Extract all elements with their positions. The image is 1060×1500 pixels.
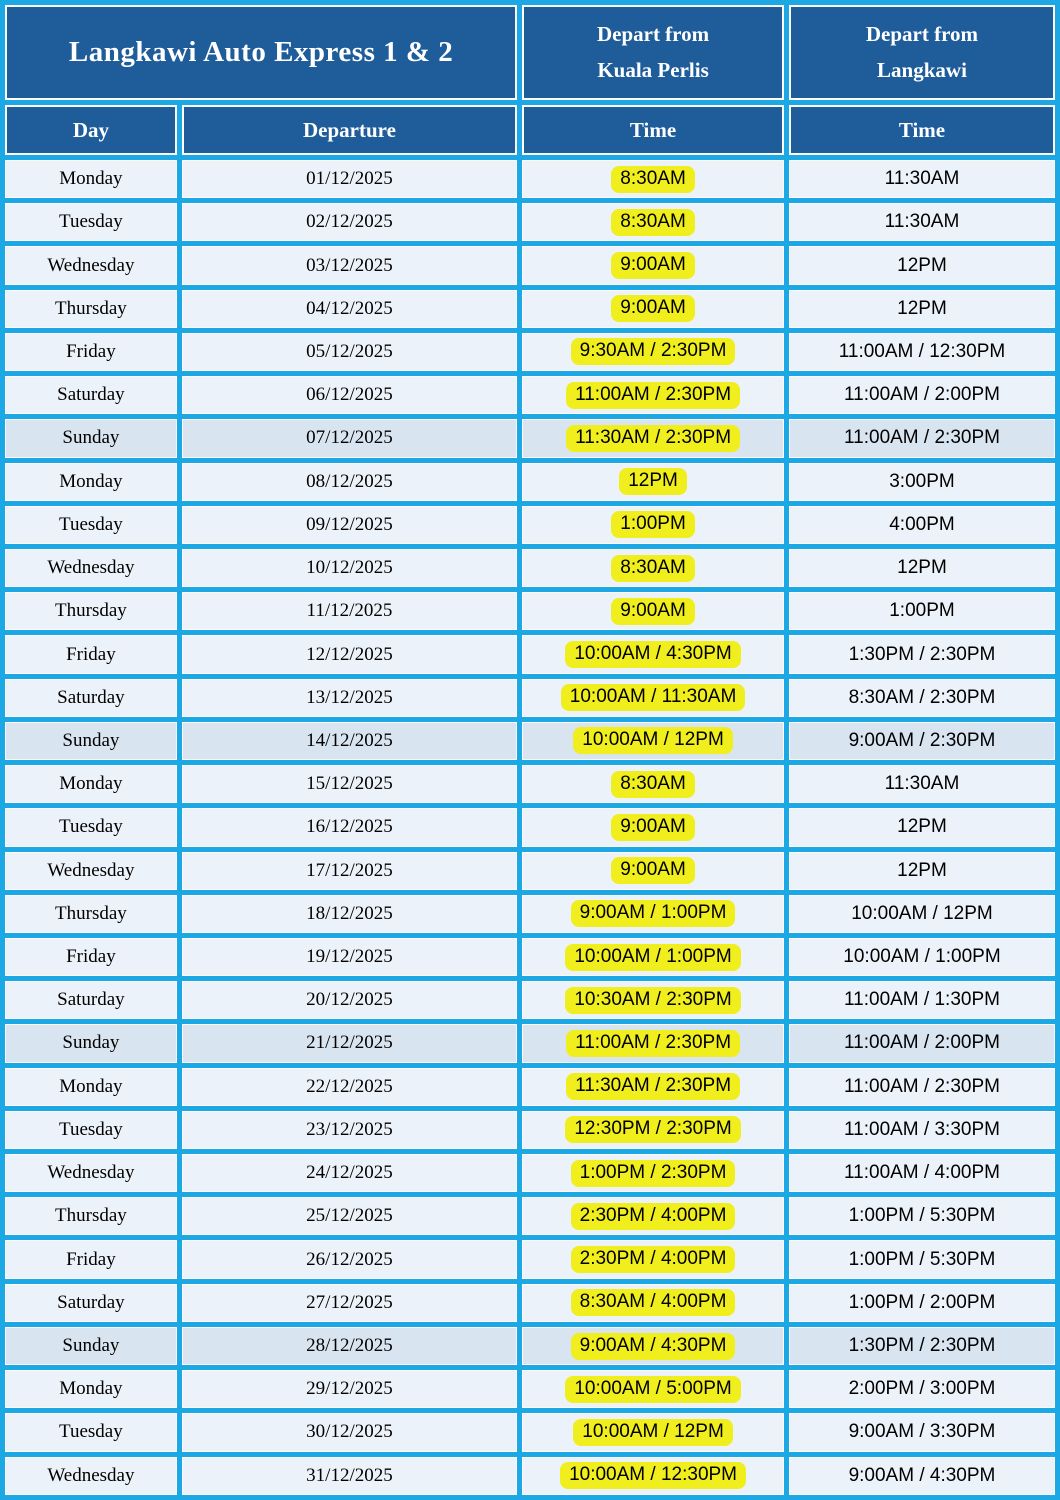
date-cell: 06/12/2025: [182, 376, 517, 414]
highlighted-time: 11:00AM / 2:30PM: [566, 1030, 740, 1057]
kp-time-cell: [522, 1284, 784, 1322]
kp-time-cell: [522, 765, 784, 803]
date-cell: 17/12/2025: [182, 852, 517, 890]
header-depart-langkawi: [789, 5, 1055, 100]
day-cell: Thursday: [5, 592, 177, 630]
kp-time-cell: [522, 1413, 784, 1451]
kp-time-cell: [522, 1024, 784, 1062]
table-row: [5, 203, 1055, 241]
kp-time-cell: [522, 679, 784, 717]
kp-time-cell: [522, 549, 784, 587]
day-cell: Monday: [5, 765, 177, 803]
lk-time-cell: 3:00PM: [789, 463, 1055, 501]
kp-time-cell: [522, 808, 784, 846]
lk-time-cell: 11:00AM / 2:30PM: [789, 1068, 1055, 1106]
date-cell: 29/12/2025: [182, 1370, 517, 1408]
column-header-time-langkawi: Time: [789, 105, 1055, 155]
lk-time-cell: 11:00AM / 12:30PM: [789, 333, 1055, 371]
lk-time-cell: 11:30AM: [789, 765, 1055, 803]
table-row: [5, 1024, 1055, 1062]
lk-time-cell: 12PM: [789, 290, 1055, 328]
table-row: [5, 1111, 1055, 1149]
table-row: [5, 1327, 1055, 1365]
date-cell: 12/12/2025: [182, 635, 517, 673]
kp-time-cell: [522, 1197, 784, 1235]
title-header-row: [5, 5, 1055, 100]
kp-time-cell: [522, 1327, 784, 1365]
date-cell: 20/12/2025: [182, 981, 517, 1019]
lk-time-cell: 9:00AM / 2:30PM: [789, 722, 1055, 760]
highlighted-time: 12:30PM / 2:30PM: [565, 1116, 740, 1143]
kp-time-cell: [522, 333, 784, 371]
day-cell: Tuesday: [5, 203, 177, 241]
lk-time-cell: 1:30PM / 2:30PM: [789, 1327, 1055, 1365]
kp-time-cell: [522, 506, 784, 544]
highlighted-time: 1:00PM: [611, 511, 694, 538]
lk-time-cell: 12PM: [789, 852, 1055, 890]
day-cell: Friday: [5, 635, 177, 673]
date-cell: 07/12/2025: [182, 419, 517, 457]
day-cell: Sunday: [5, 722, 177, 760]
day-cell: Sunday: [5, 1024, 177, 1062]
highlighted-time: 10:00AM / 1:00PM: [565, 944, 740, 971]
column-header-day: Day: [5, 105, 177, 155]
table-row: [5, 635, 1055, 673]
table-row: [5, 549, 1055, 587]
schedule-body: [5, 160, 1055, 1495]
kp-time-cell: [522, 981, 784, 1019]
table-row: [5, 938, 1055, 976]
date-cell: 05/12/2025: [182, 333, 517, 371]
column-header-row: [5, 105, 1055, 155]
table-row: [5, 765, 1055, 803]
highlighted-time: 8:30AM: [611, 771, 694, 798]
day-cell: Thursday: [5, 290, 177, 328]
highlighted-time: 1:00PM / 2:30PM: [571, 1160, 736, 1187]
column-header-time-kp: Time: [522, 105, 784, 155]
date-cell: 28/12/2025: [182, 1327, 517, 1365]
lk-time-cell: 10:00AM / 12PM: [789, 895, 1055, 933]
date-cell: 18/12/2025: [182, 895, 517, 933]
highlighted-time: 11:00AM / 2:30PM: [566, 382, 740, 409]
day-cell: Tuesday: [5, 808, 177, 846]
highlighted-time: 10:00AM / 12PM: [573, 727, 733, 754]
table-row: [5, 1240, 1055, 1278]
date-cell: 11/12/2025: [182, 592, 517, 630]
date-cell: 23/12/2025: [182, 1111, 517, 1149]
highlighted-time: 8:30AM: [611, 555, 694, 582]
table-row: [5, 1413, 1055, 1451]
highlighted-time: 11:30AM / 2:30PM: [566, 1073, 740, 1100]
highlighted-time: 12PM: [619, 468, 687, 495]
day-cell: Wednesday: [5, 549, 177, 587]
date-cell: 31/12/2025: [182, 1457, 517, 1495]
date-cell: 14/12/2025: [182, 722, 517, 760]
highlighted-time: 10:00AM / 12PM: [573, 1419, 733, 1446]
table-title: Langkawi Auto Express 1 & 2: [5, 5, 517, 100]
date-cell: 08/12/2025: [182, 463, 517, 501]
depart-from-label: Depart from: [596, 21, 710, 46]
lk-time-cell: 4:00PM: [789, 506, 1055, 544]
date-cell: 26/12/2025: [182, 1240, 517, 1278]
table-row: [5, 419, 1055, 457]
kp-time-cell: [522, 1154, 784, 1192]
table-row: [5, 1284, 1055, 1322]
date-cell: 13/12/2025: [182, 679, 517, 717]
day-cell: Friday: [5, 938, 177, 976]
table-row: [5, 1457, 1055, 1495]
kp-time-cell: [522, 246, 784, 284]
highlighted-time: 2:30PM / 4:00PM: [571, 1203, 736, 1230]
lk-time-cell: 12PM: [789, 549, 1055, 587]
lk-time-cell: 12PM: [789, 246, 1055, 284]
lk-time-cell: 11:00AM / 2:00PM: [789, 376, 1055, 414]
kuala-perlis-label: Kuala Perlis: [597, 57, 709, 82]
date-cell: 16/12/2025: [182, 808, 517, 846]
lk-time-cell: 1:00PM / 5:30PM: [789, 1240, 1055, 1278]
day-cell: Wednesday: [5, 1154, 177, 1192]
highlighted-time: 10:00AM / 11:30AM: [561, 684, 746, 711]
day-cell: Wednesday: [5, 246, 177, 284]
kp-time-cell: [522, 1457, 784, 1495]
highlighted-time: 9:00AM: [611, 598, 694, 625]
kp-time-cell: [522, 895, 784, 933]
kp-time-cell: [522, 938, 784, 976]
table-row: [5, 506, 1055, 544]
day-cell: Friday: [5, 1240, 177, 1278]
day-cell: Sunday: [5, 1327, 177, 1365]
kp-time-cell: [522, 722, 784, 760]
depart-from-label: Depart from: [865, 21, 979, 46]
highlighted-time: 9:00AM: [611, 814, 694, 841]
highlighted-time: 9:00AM: [611, 857, 694, 884]
table-row: [5, 592, 1055, 630]
day-cell: Wednesday: [5, 1457, 177, 1495]
day-cell: Saturday: [5, 679, 177, 717]
highlighted-time: 9:00AM / 1:00PM: [571, 900, 736, 927]
kp-time-cell: [522, 635, 784, 673]
lk-time-cell: 9:00AM / 4:30PM: [789, 1457, 1055, 1495]
highlighted-time: 8:30AM: [611, 209, 694, 236]
lk-time-cell: 1:00PM / 5:30PM: [789, 1197, 1055, 1235]
date-cell: 15/12/2025: [182, 765, 517, 803]
highlighted-time: 9:00AM: [611, 252, 694, 279]
kp-time-cell: [522, 592, 784, 630]
date-cell: 09/12/2025: [182, 506, 517, 544]
kp-time-cell: [522, 290, 784, 328]
table-row: [5, 722, 1055, 760]
table-row: [5, 679, 1055, 717]
kp-time-cell: [522, 419, 784, 457]
lk-time-cell: 11:30AM: [789, 160, 1055, 198]
kp-time-cell: [522, 1068, 784, 1106]
highlighted-time: 10:30AM / 2:30PM: [565, 987, 740, 1014]
table-row: [5, 1068, 1055, 1106]
table-row: [5, 290, 1055, 328]
day-cell: Tuesday: [5, 1111, 177, 1149]
lk-time-cell: 10:00AM / 1:00PM: [789, 938, 1055, 976]
kp-time-cell: [522, 376, 784, 414]
lk-time-cell: 11:00AM / 1:30PM: [789, 981, 1055, 1019]
kp-time-cell: [522, 463, 784, 501]
day-cell: Wednesday: [5, 852, 177, 890]
date-cell: 21/12/2025: [182, 1024, 517, 1062]
table-row: [5, 376, 1055, 414]
day-cell: Sunday: [5, 419, 177, 457]
lk-time-cell: 11:00AM / 4:00PM: [789, 1154, 1055, 1192]
kp-time-cell: [522, 1370, 784, 1408]
day-cell: Tuesday: [5, 1413, 177, 1451]
day-cell: Monday: [5, 160, 177, 198]
highlighted-time: 10:00AM / 12:30PM: [560, 1462, 746, 1489]
lk-time-cell: 11:00AM / 2:00PM: [789, 1024, 1055, 1062]
table-row: [5, 246, 1055, 284]
table-row: [5, 808, 1055, 846]
header-depart-kuala-perlis: [522, 5, 784, 100]
kp-time-cell: [522, 203, 784, 241]
highlighted-time: 11:30AM / 2:30PM: [566, 425, 740, 452]
lk-time-cell: 2:00PM / 3:00PM: [789, 1370, 1055, 1408]
day-cell: Thursday: [5, 895, 177, 933]
table-row: [5, 160, 1055, 198]
date-cell: 04/12/2025: [182, 290, 517, 328]
day-cell: Saturday: [5, 1284, 177, 1322]
column-header-departure: Departure: [182, 105, 517, 155]
date-cell: 03/12/2025: [182, 246, 517, 284]
highlighted-time: 9:30AM / 2:30PM: [571, 338, 736, 365]
table-row: [5, 1197, 1055, 1235]
kp-time-cell: [522, 160, 784, 198]
lk-time-cell: 1:00PM / 2:00PM: [789, 1284, 1055, 1322]
day-cell: Monday: [5, 1068, 177, 1106]
day-cell: Saturday: [5, 981, 177, 1019]
date-cell: 27/12/2025: [182, 1284, 517, 1322]
day-cell: Monday: [5, 1370, 177, 1408]
date-cell: 24/12/2025: [182, 1154, 517, 1192]
day-cell: Saturday: [5, 376, 177, 414]
kp-time-cell: [522, 1240, 784, 1278]
lk-time-cell: 11:00AM / 3:30PM: [789, 1111, 1055, 1149]
date-cell: 25/12/2025: [182, 1197, 517, 1235]
lk-time-cell: 11:00AM / 2:30PM: [789, 419, 1055, 457]
date-cell: 02/12/2025: [182, 203, 517, 241]
langkawi-label: Langkawi: [877, 57, 967, 82]
highlighted-time: 9:00AM / 4:30PM: [571, 1333, 736, 1360]
highlighted-time: 10:00AM / 4:30PM: [565, 641, 740, 668]
day-cell: Tuesday: [5, 506, 177, 544]
kp-time-cell: [522, 852, 784, 890]
table-row: [5, 1370, 1055, 1408]
highlighted-time: 8:30AM: [611, 166, 694, 193]
lk-time-cell: 1:00PM: [789, 592, 1055, 630]
day-cell: Friday: [5, 333, 177, 371]
date-cell: 19/12/2025: [182, 938, 517, 976]
table-row: [5, 1154, 1055, 1192]
date-cell: 30/12/2025: [182, 1413, 517, 1451]
highlighted-time: 10:00AM / 5:00PM: [565, 1376, 740, 1403]
table-row: [5, 852, 1055, 890]
table-row: [5, 463, 1055, 501]
highlighted-time: 9:00AM: [611, 295, 694, 322]
highlighted-time: 8:30AM / 4:00PM: [571, 1289, 736, 1316]
date-cell: 01/12/2025: [182, 160, 517, 198]
day-cell: Thursday: [5, 1197, 177, 1235]
table-row: [5, 895, 1055, 933]
highlighted-time: 2:30PM / 4:00PM: [571, 1246, 736, 1273]
lk-time-cell: 11:30AM: [789, 203, 1055, 241]
kp-time-cell: [522, 1111, 784, 1149]
lk-time-cell: 9:00AM / 3:30PM: [789, 1413, 1055, 1451]
lk-time-cell: 12PM: [789, 808, 1055, 846]
date-cell: 10/12/2025: [182, 549, 517, 587]
lk-time-cell: 8:30AM / 2:30PM: [789, 679, 1055, 717]
table-row: [5, 333, 1055, 371]
table-row: [5, 981, 1055, 1019]
day-cell: Monday: [5, 463, 177, 501]
date-cell: 22/12/2025: [182, 1068, 517, 1106]
lk-time-cell: 1:30PM / 2:30PM: [789, 635, 1055, 673]
